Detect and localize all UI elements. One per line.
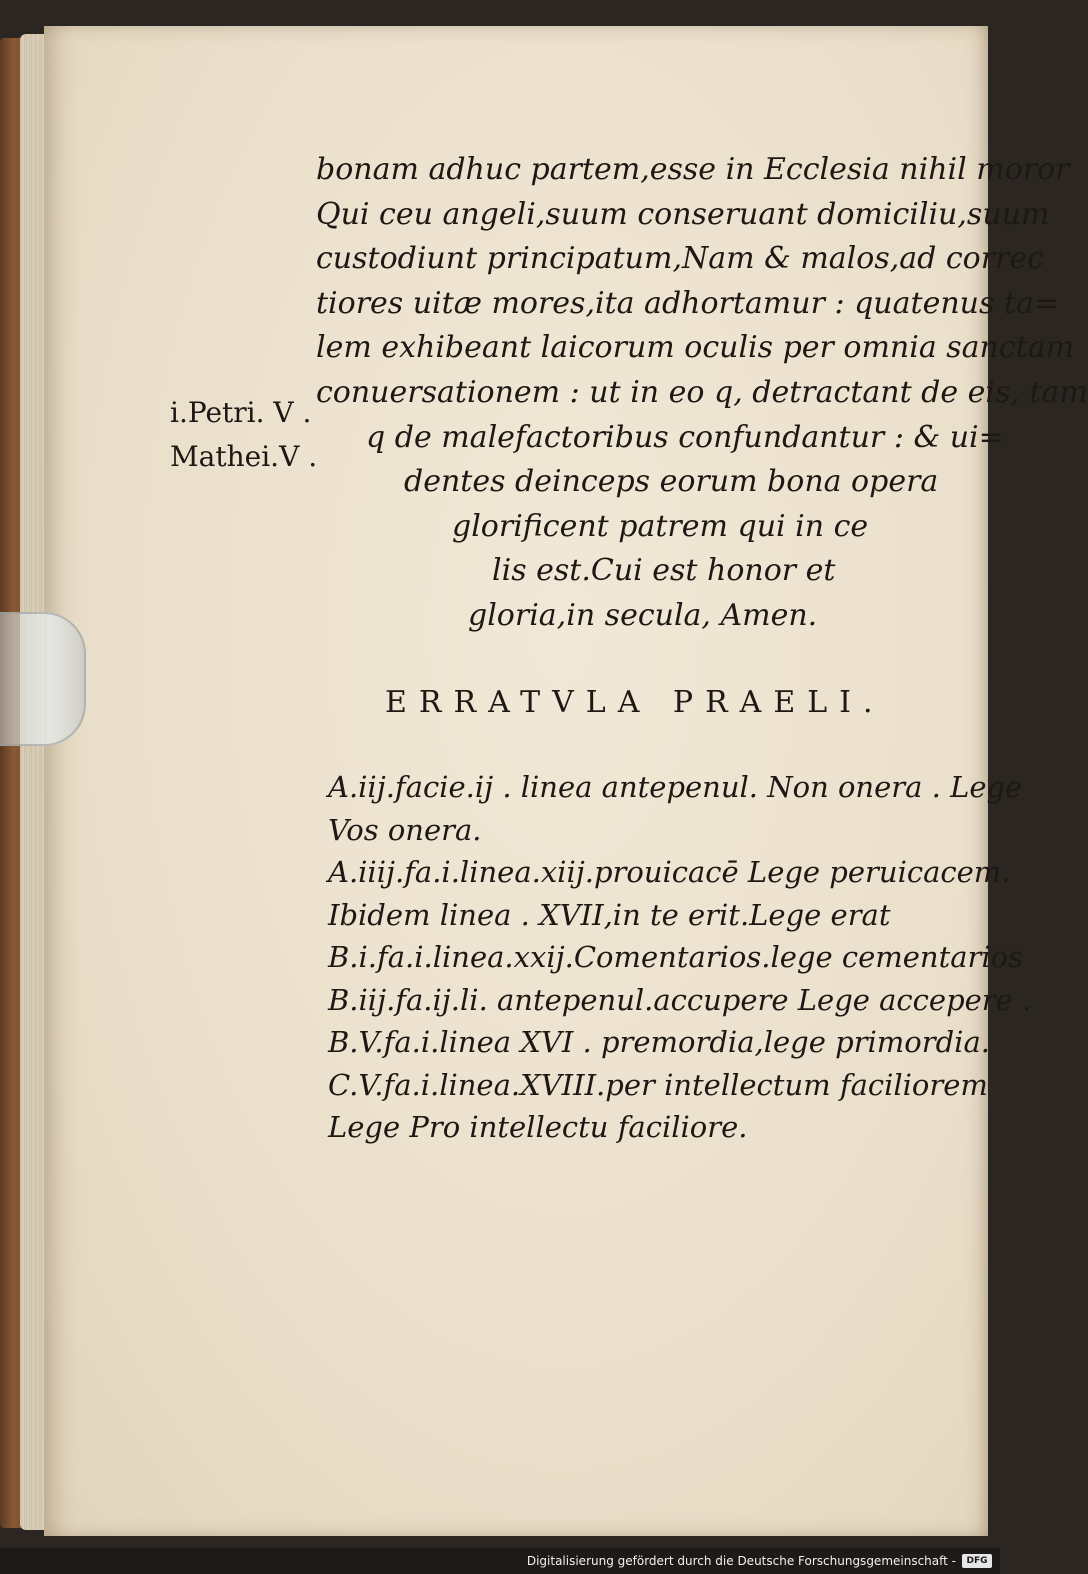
text-line: custodiunt principatum,Nam & malos,ad correc <box>316 241 1044 277</box>
marginal-note-petri: i.Petri. V . <box>170 396 312 429</box>
text-line: bonam adhuc partem,esse in Ecclesia nihil moror <box>316 152 1070 187</box>
page-clip <box>0 612 86 746</box>
errata-line: Vos onera. <box>328 812 482 847</box>
errata-line: B.i.fa.i.linea.xxij.Comentarios.lege cementarios <box>328 940 1024 974</box>
text-line: tiores uitæ mores,ita adhortamur : quatenus ta= <box>316 285 1059 321</box>
text-line: gloria,in secula, Amen. <box>468 597 818 633</box>
text-line: glorificent patrem qui in ce <box>452 508 869 544</box>
errata-line: A.iij.facie.ij . linea antepenul. Non onera . Lege <box>328 770 1023 804</box>
errata-line: Lege Pro intellectu faciliore. <box>328 1110 748 1144</box>
text-line: dentes deinceps eorum bona opera <box>404 464 939 500</box>
errata-line: C.V.fa.i.linea.XVIII.per intellectum faciliorem <box>328 1067 988 1102</box>
text-line: Qui ceu angeli,suum conseruant domiciliu,suum <box>316 196 1050 232</box>
text-line: lis est.Cui est honor et <box>492 553 836 589</box>
footer-credit: Digitalisierung gefördert durch die Deutsche Forschungsgemeinschaft - <box>526 1554 956 1568</box>
errata-line: B.V.fa.i.linea XVI . premordia,lege primordia. <box>328 1025 990 1059</box>
footer-bar <box>0 1548 1000 1574</box>
errata-line: A.iiij.fa.i.linea.xiij.prouicacē Lege peruicacem. <box>328 855 1011 889</box>
errata-list <box>328 766 1032 1149</box>
text-line: q de malefactoribus confundantur : & ui= <box>366 419 1004 455</box>
text-line: conuersationem : ut in eo q, detractant de eis, tam <box>316 374 1088 410</box>
errata-line: B.iij.fa.ij.li. antepenul.accupere Lege accepere . <box>328 982 1032 1017</box>
dfg-logo: DFG <box>962 1554 992 1568</box>
marginal-note-mathei: Mathei.V . <box>170 440 318 473</box>
errata-heading: ERRATVLA PRAELI. <box>385 685 885 720</box>
errata-line: Ibidem linea . XVII,in te erit.Lege erat <box>328 897 891 932</box>
main-text-block <box>316 148 1088 639</box>
text-line: lem exhibeant laicorum oculis per omnia sanctam <box>316 330 1075 366</box>
